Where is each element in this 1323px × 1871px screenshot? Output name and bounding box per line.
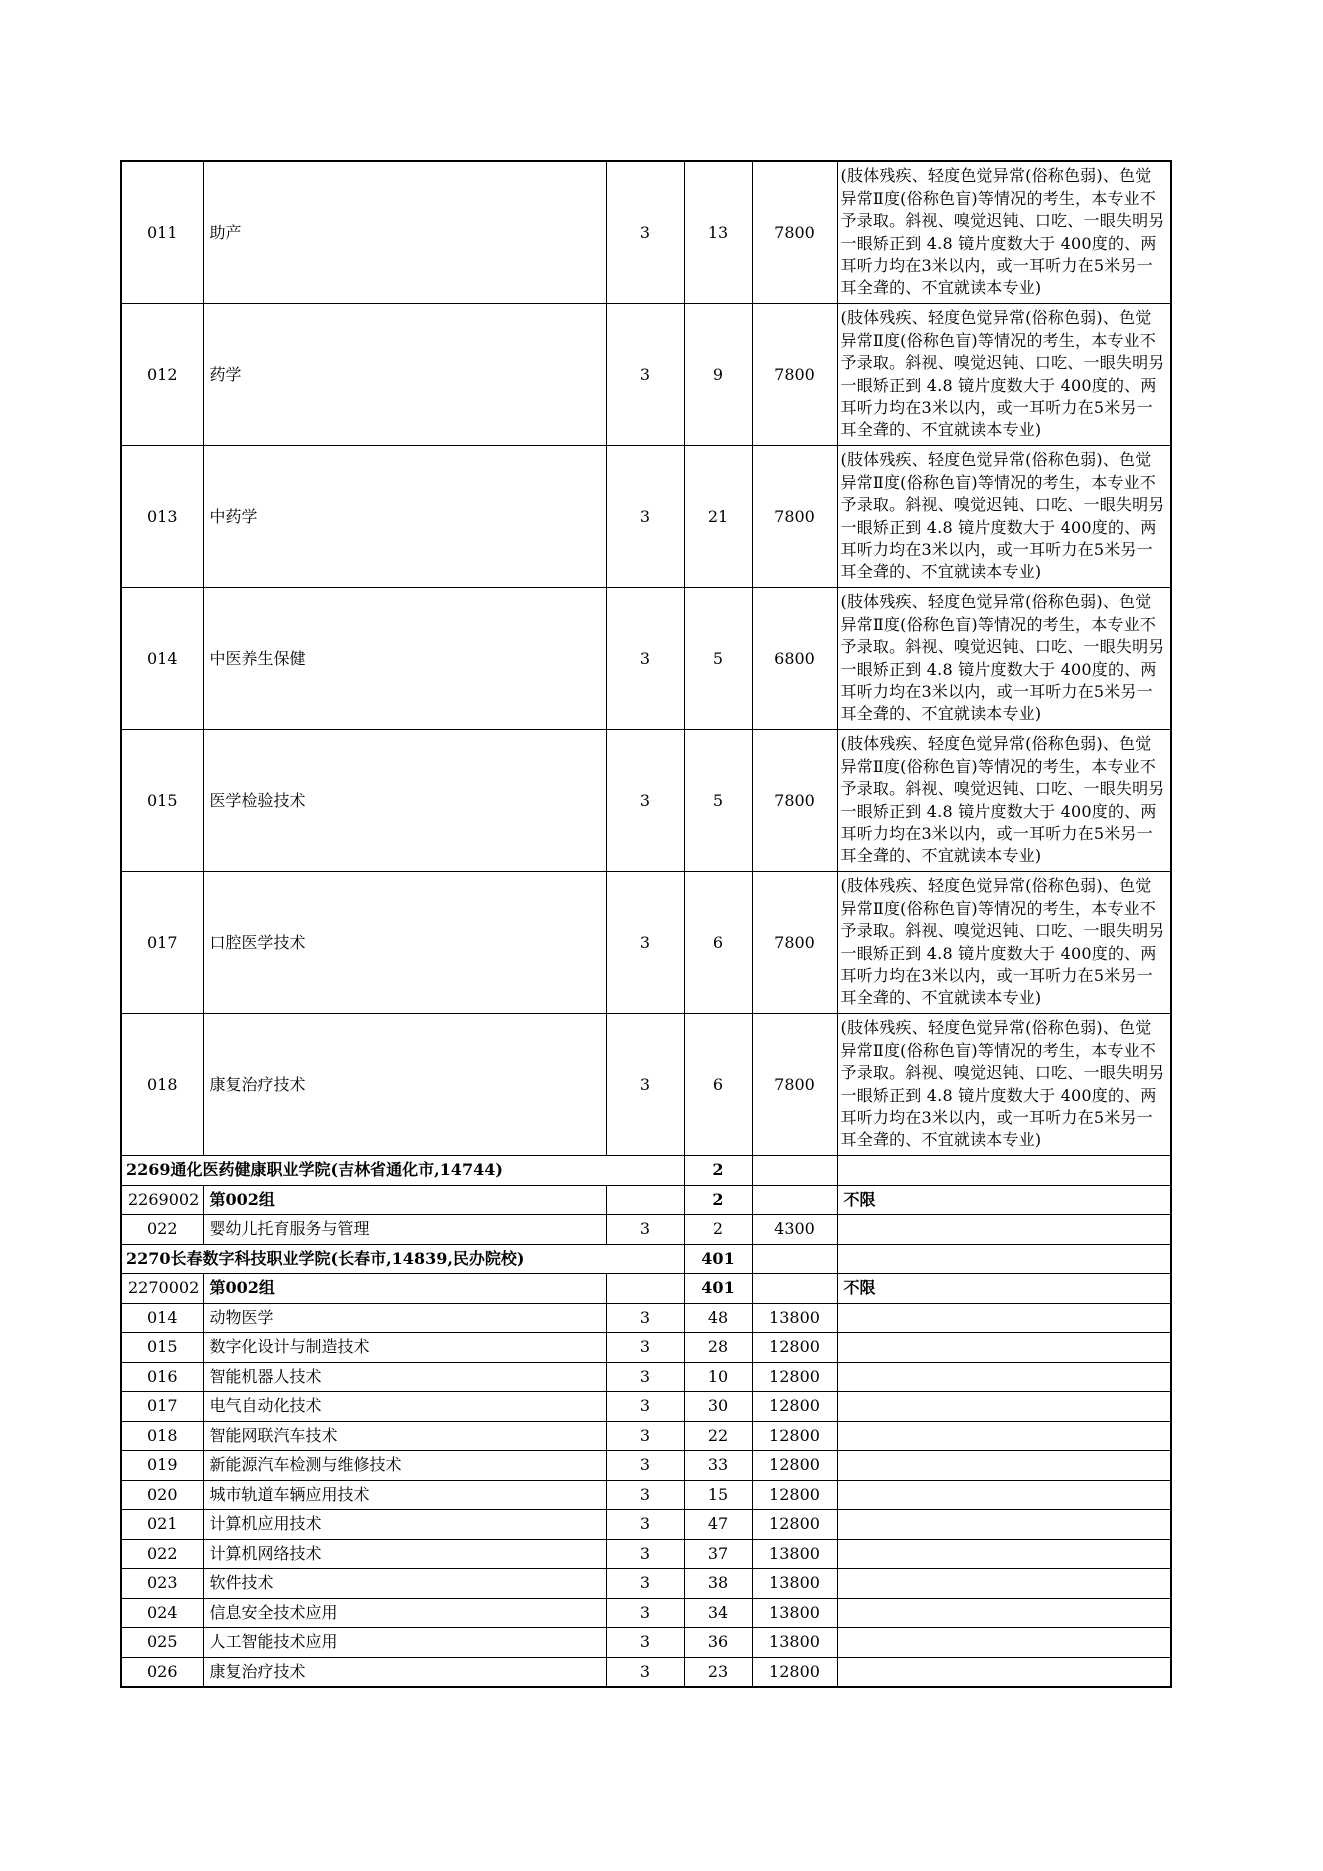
major-name-cell: 智能机器人技术 bbox=[203, 1362, 606, 1392]
years-cell: 3 bbox=[606, 446, 684, 588]
major-name-cell: 医学检验技术 bbox=[203, 730, 606, 872]
group-requirement-cell: 不限 bbox=[837, 1274, 1171, 1304]
major-name-cell: 助产 bbox=[203, 161, 606, 304]
years-cell: 3 bbox=[606, 1451, 684, 1481]
plan-count-cell: 30 bbox=[684, 1392, 752, 1422]
school-title-cell: 2270长春数字科技职业学院(长春市,14839,民办院校) bbox=[121, 1244, 684, 1274]
plan-count-cell: 22 bbox=[684, 1421, 752, 1451]
plan-count-cell: 38 bbox=[684, 1569, 752, 1599]
table-row bbox=[121, 1569, 1171, 1599]
plan-count-cell: 13 bbox=[684, 161, 752, 304]
tuition-fee-cell: 7800 bbox=[752, 872, 837, 1014]
group-total-cell: 401 bbox=[684, 1274, 752, 1304]
admission-note-cell bbox=[837, 1569, 1171, 1599]
table-row bbox=[121, 730, 1171, 872]
school-header-row bbox=[121, 1156, 1171, 1186]
years-cell: 3 bbox=[606, 1510, 684, 1540]
empty-cell bbox=[837, 1244, 1171, 1274]
admission-note-cell bbox=[837, 1628, 1171, 1658]
plan-count-cell: 34 bbox=[684, 1598, 752, 1628]
major-code-cell: 014 bbox=[121, 588, 203, 730]
major-name-cell: 信息安全技术应用 bbox=[203, 1598, 606, 1628]
group-name-cell: 第002组 bbox=[203, 1185, 606, 1215]
tuition-fee-cell: 12800 bbox=[752, 1451, 837, 1481]
table-row bbox=[121, 1303, 1171, 1333]
major-name-cell: 数字化设计与制造技术 bbox=[203, 1333, 606, 1363]
tuition-fee-cell: 6800 bbox=[752, 588, 837, 730]
admission-note-cell bbox=[837, 1421, 1171, 1451]
plan-count-cell: 15 bbox=[684, 1480, 752, 1510]
major-name-cell: 计算机应用技术 bbox=[203, 1510, 606, 1540]
years-cell: 3 bbox=[606, 1215, 684, 1245]
admission-note-cell bbox=[837, 1215, 1171, 1245]
tuition-fee-cell: 13800 bbox=[752, 1539, 837, 1569]
years-cell: 3 bbox=[606, 1598, 684, 1628]
admission-note-cell bbox=[837, 1510, 1171, 1540]
major-name-cell: 计算机网络技术 bbox=[203, 1539, 606, 1569]
admission-note-cell bbox=[837, 1657, 1171, 1687]
major-name-cell: 新能源汽车检测与维修技术 bbox=[203, 1451, 606, 1481]
plan-count-cell: 10 bbox=[684, 1362, 752, 1392]
empty-cell bbox=[837, 1156, 1171, 1186]
empty-cell bbox=[606, 1185, 684, 1215]
admission-note-cell bbox=[837, 1303, 1171, 1333]
years-cell: 3 bbox=[606, 1569, 684, 1599]
admission-note-cell: (肢体残疾、轻度色觉异常(俗称色弱)、色觉异常Ⅱ度(俗称色盲)等情况的考生，本专业不予录取。斜视、嗅觉迟钝、口吃、一眼失明另一眼矫正到 4.8 镜片度数大于 400度的、两耳听力均在3米以内，或一耳听力在5米另一耳全聋的、不宜就读本专业) bbox=[837, 730, 1171, 872]
major-code-cell: 018 bbox=[121, 1421, 203, 1451]
plan-count-cell: 33 bbox=[684, 1451, 752, 1481]
years-cell: 3 bbox=[606, 1333, 684, 1363]
admission-note-cell bbox=[837, 1480, 1171, 1510]
empty-cell bbox=[752, 1274, 837, 1304]
tuition-fee-cell: 7800 bbox=[752, 730, 837, 872]
major-name-cell: 中药学 bbox=[203, 446, 606, 588]
empty-cell bbox=[606, 1274, 684, 1304]
plan-count-cell: 36 bbox=[684, 1628, 752, 1658]
major-name-cell: 口腔医学技术 bbox=[203, 872, 606, 1014]
major-code-cell: 013 bbox=[121, 446, 203, 588]
table-row bbox=[121, 1392, 1171, 1422]
years-cell: 3 bbox=[606, 1362, 684, 1392]
admission-note-cell: (肢体残疾、轻度色觉异常(俗称色弱)、色觉异常Ⅱ度(俗称色盲)等情况的考生，本专业不予录取。斜视、嗅觉迟钝、口吃、一眼失明另一眼矫正到 4.8 镜片度数大于 400度的、两耳听力均在3米以内，或一耳听力在5米另一耳全聋的、不宜就读本专业) bbox=[837, 588, 1171, 730]
table-row bbox=[121, 1014, 1171, 1156]
tuition-fee-cell: 12800 bbox=[752, 1333, 837, 1363]
years-cell: 3 bbox=[606, 1657, 684, 1687]
major-code-cell: 021 bbox=[121, 1510, 203, 1540]
major-name-cell: 电气自动化技术 bbox=[203, 1392, 606, 1422]
tuition-fee-cell: 13800 bbox=[752, 1303, 837, 1333]
table-row bbox=[121, 446, 1171, 588]
major-name-cell: 软件技术 bbox=[203, 1569, 606, 1599]
group-code-cell: 2269002 bbox=[121, 1185, 203, 1215]
years-cell: 3 bbox=[606, 1303, 684, 1333]
table-row bbox=[121, 1362, 1171, 1392]
table-row bbox=[121, 1628, 1171, 1658]
tuition-fee-cell: 12800 bbox=[752, 1657, 837, 1687]
tuition-fee-cell: 13800 bbox=[752, 1628, 837, 1658]
major-code-cell: 012 bbox=[121, 304, 203, 446]
years-cell: 3 bbox=[606, 730, 684, 872]
table-row bbox=[121, 588, 1171, 730]
years-cell: 3 bbox=[606, 872, 684, 1014]
table-row bbox=[121, 1539, 1171, 1569]
major-name-cell: 动物医学 bbox=[203, 1303, 606, 1333]
major-name-cell: 智能网联汽车技术 bbox=[203, 1421, 606, 1451]
plan-count-cell: 47 bbox=[684, 1510, 752, 1540]
tuition-fee-cell: 4300 bbox=[752, 1215, 837, 1245]
school-total-cell: 401 bbox=[684, 1244, 752, 1274]
tuition-fee-cell: 7800 bbox=[752, 161, 837, 304]
group-row bbox=[121, 1185, 1171, 1215]
table-row bbox=[121, 1451, 1171, 1481]
major-code-cell: 011 bbox=[121, 161, 203, 304]
group-code-cell: 2270002 bbox=[121, 1274, 203, 1304]
plan-count-cell: 48 bbox=[684, 1303, 752, 1333]
tuition-fee-cell: 7800 bbox=[752, 1014, 837, 1156]
plan-count-cell: 37 bbox=[684, 1539, 752, 1569]
group-row bbox=[121, 1274, 1171, 1304]
table-row bbox=[121, 1657, 1171, 1687]
major-code-cell: 020 bbox=[121, 1480, 203, 1510]
admission-note-cell bbox=[837, 1598, 1171, 1628]
years-cell: 3 bbox=[606, 588, 684, 730]
plan-count-cell: 6 bbox=[684, 1014, 752, 1156]
major-code-cell: 017 bbox=[121, 1392, 203, 1422]
table-row bbox=[121, 1421, 1171, 1451]
plan-count-cell: 2 bbox=[684, 1215, 752, 1245]
major-code-cell: 015 bbox=[121, 1333, 203, 1363]
empty-cell bbox=[752, 1244, 837, 1274]
major-code-cell: 014 bbox=[121, 1303, 203, 1333]
tuition-fee-cell: 7800 bbox=[752, 304, 837, 446]
plan-count-cell: 21 bbox=[684, 446, 752, 588]
major-name-cell: 城市轨道车辆应用技术 bbox=[203, 1480, 606, 1510]
school-title-cell: 2269通化医药健康职业学院(吉林省通化市,14744) bbox=[121, 1156, 684, 1186]
table-row bbox=[121, 1480, 1171, 1510]
years-cell: 3 bbox=[606, 304, 684, 446]
group-requirement-cell: 不限 bbox=[837, 1185, 1171, 1215]
table-row bbox=[121, 1333, 1171, 1363]
major-code-cell: 015 bbox=[121, 730, 203, 872]
admission-note-cell: (肢体残疾、轻度色觉异常(俗称色弱)、色觉异常Ⅱ度(俗称色盲)等情况的考生，本专业不予录取。斜视、嗅觉迟钝、口吃、一眼失明另一眼矫正到 4.8 镜片度数大于 400度的、两耳听力均在3米以内，或一耳听力在5米另一耳全聋的、不宜就读本专业) bbox=[837, 872, 1171, 1014]
admission-note-cell bbox=[837, 1333, 1171, 1363]
years-cell: 3 bbox=[606, 1628, 684, 1658]
group-total-cell: 2 bbox=[684, 1185, 752, 1215]
enrollment-plan-table-sheet bbox=[120, 160, 1170, 1688]
admission-note-cell bbox=[837, 1451, 1171, 1481]
table-row bbox=[121, 161, 1171, 304]
tuition-fee-cell: 12800 bbox=[752, 1510, 837, 1540]
school-header-row bbox=[121, 1244, 1171, 1274]
table-row bbox=[121, 1510, 1171, 1540]
major-code-cell: 018 bbox=[121, 1014, 203, 1156]
major-code-cell: 026 bbox=[121, 1657, 203, 1687]
major-code-cell: 016 bbox=[121, 1362, 203, 1392]
years-cell: 3 bbox=[606, 1014, 684, 1156]
plan-count-cell: 28 bbox=[684, 1333, 752, 1363]
plan-count-cell: 23 bbox=[684, 1657, 752, 1687]
plan-count-cell: 5 bbox=[684, 730, 752, 872]
major-code-cell: 025 bbox=[121, 1628, 203, 1658]
tuition-fee-cell: 12800 bbox=[752, 1480, 837, 1510]
years-cell: 3 bbox=[606, 1480, 684, 1510]
major-name-cell: 药学 bbox=[203, 304, 606, 446]
tuition-fee-cell: 12800 bbox=[752, 1421, 837, 1451]
major-name-cell: 康复治疗技术 bbox=[203, 1014, 606, 1156]
admission-note-cell: (肢体残疾、轻度色觉异常(俗称色弱)、色觉异常Ⅱ度(俗称色盲)等情况的考生，本专业不予录取。斜视、嗅觉迟钝、口吃、一眼失明另一眼矫正到 4.8 镜片度数大于 400度的、两耳听力均在3米以内，或一耳听力在5米另一耳全聋的、不宜就读本专业) bbox=[837, 446, 1171, 588]
table-row bbox=[121, 304, 1171, 446]
years-cell: 3 bbox=[606, 1392, 684, 1422]
major-code-cell: 022 bbox=[121, 1539, 203, 1569]
major-code-cell: 019 bbox=[121, 1451, 203, 1481]
admission-note-cell bbox=[837, 1539, 1171, 1569]
enrollment-plan-table bbox=[120, 160, 1172, 1688]
plan-count-cell: 6 bbox=[684, 872, 752, 1014]
tuition-fee-cell: 7800 bbox=[752, 446, 837, 588]
major-name-cell: 康复治疗技术 bbox=[203, 1657, 606, 1687]
table-row bbox=[121, 1215, 1171, 1245]
years-cell: 3 bbox=[606, 1539, 684, 1569]
table-row bbox=[121, 1598, 1171, 1628]
school-total-cell: 2 bbox=[684, 1156, 752, 1186]
table-row bbox=[121, 872, 1171, 1014]
admission-note-cell bbox=[837, 1392, 1171, 1422]
plan-count-cell: 5 bbox=[684, 588, 752, 730]
major-code-cell: 022 bbox=[121, 1215, 203, 1245]
major-name-cell: 人工智能技术应用 bbox=[203, 1628, 606, 1658]
admission-note-cell: (肢体残疾、轻度色觉异常(俗称色弱)、色觉异常Ⅱ度(俗称色盲)等情况的考生，本专业不予录取。斜视、嗅觉迟钝、口吃、一眼失明另一眼矫正到 4.8 镜片度数大于 400度的、两耳听力均在3米以内，或一耳听力在5米另一耳全聋的、不宜就读本专业) bbox=[837, 1014, 1171, 1156]
admission-note-cell bbox=[837, 1362, 1171, 1392]
empty-cell bbox=[752, 1156, 837, 1186]
major-name-cell: 婴幼儿托育服务与管理 bbox=[203, 1215, 606, 1245]
years-cell: 3 bbox=[606, 1421, 684, 1451]
plan-count-cell: 9 bbox=[684, 304, 752, 446]
years-cell: 3 bbox=[606, 161, 684, 304]
tuition-fee-cell: 13800 bbox=[752, 1598, 837, 1628]
tuition-fee-cell: 13800 bbox=[752, 1569, 837, 1599]
group-name-cell: 第002组 bbox=[203, 1274, 606, 1304]
major-code-cell: 023 bbox=[121, 1569, 203, 1599]
major-code-cell: 017 bbox=[121, 872, 203, 1014]
tuition-fee-cell: 12800 bbox=[752, 1362, 837, 1392]
major-code-cell: 024 bbox=[121, 1598, 203, 1628]
tuition-fee-cell: 12800 bbox=[752, 1392, 837, 1422]
major-name-cell: 中医养生保健 bbox=[203, 588, 606, 730]
empty-cell bbox=[752, 1185, 837, 1215]
admission-note-cell: (肢体残疾、轻度色觉异常(俗称色弱)、色觉异常Ⅱ度(俗称色盲)等情况的考生，本专业不予录取。斜视、嗅觉迟钝、口吃、一眼失明另一眼矫正到 4.8 镜片度数大于 400度的、两耳听力均在3米以内，或一耳听力在5米另一耳全聋的、不宜就读本专业) bbox=[837, 161, 1171, 304]
admission-note-cell: (肢体残疾、轻度色觉异常(俗称色弱)、色觉异常Ⅱ度(俗称色盲)等情况的考生，本专业不予录取。斜视、嗅觉迟钝、口吃、一眼失明另一眼矫正到 4.8 镜片度数大于 400度的、两耳听力均在3米以内，或一耳听力在5米另一耳全聋的、不宜就读本专业) bbox=[837, 304, 1171, 446]
